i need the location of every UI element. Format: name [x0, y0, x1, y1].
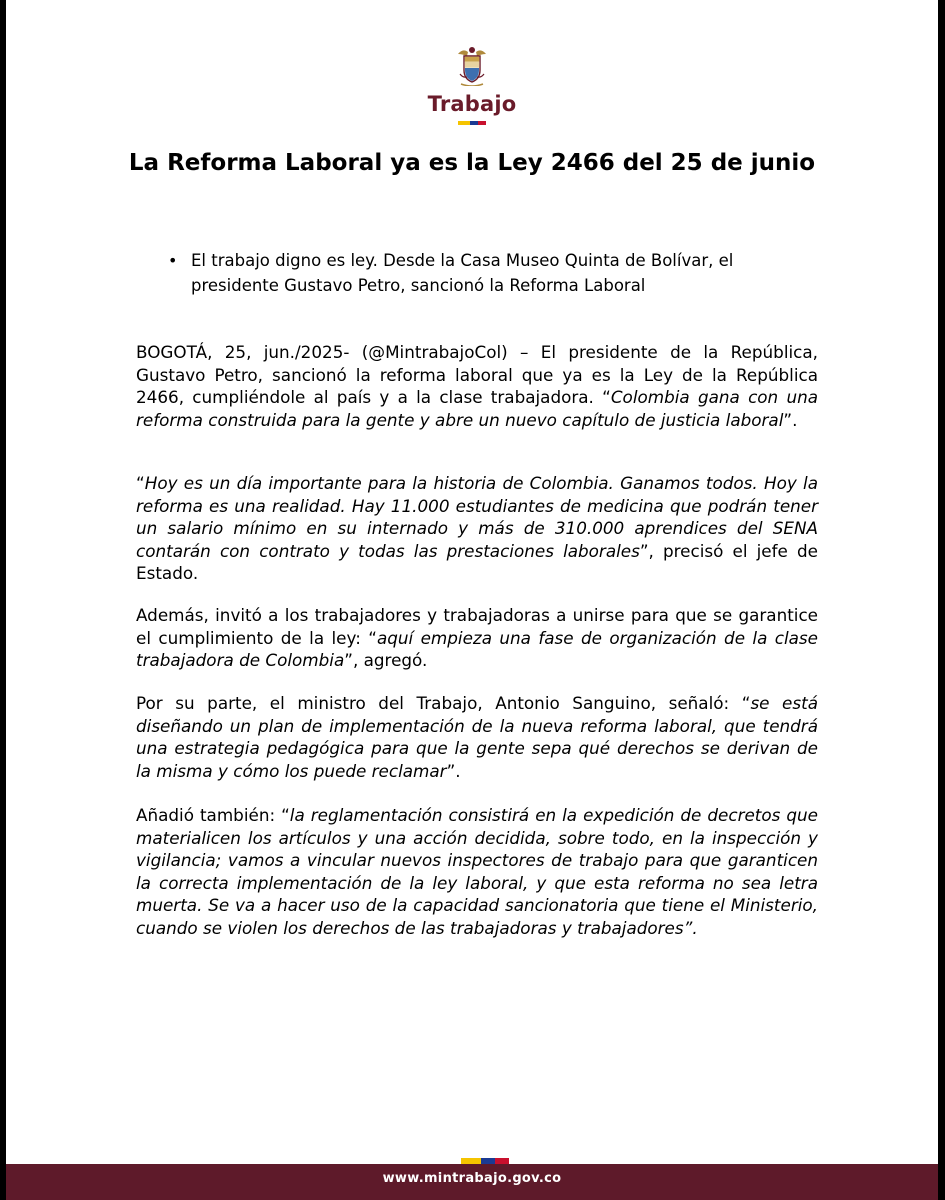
quote-text: la reglamentación consistirá en la expedición de decretos que materialicen los artículos y una acción decidida, sobre todo, en la inspección y vigilancia; vamos a vincular nuevos inspectores de trabajo para que garanticen la correcta implementación de la ley laboral, y que esta reforma no sea letra muerta. Se va a hacer uso de la capacidad sancionatoria que tiene el Ministerio, cuando se violen los derechos de las trabajadoras y trabajadores”. — [136, 805, 818, 938]
document-page — [6, 0, 938, 1200]
colombia-flag-stripe — [6, 121, 938, 125]
quote-text: se está diseñando un plan de implementación de la nueva reforma laboral, que tendrá una estrategia pedagógica para que la gente sepa qué derechos se derivan de la misma y cómo los puede reclamar — [136, 693, 818, 781]
paragraph-minister — [136, 692, 818, 782]
paragraph-text: BOGOTÁ, 25, jun./2025- (@MintrabajoCol) – El presidente de la República, Gustavo Petro, sancionó la reforma laboral que ya es la Ley de la República 2466, cumpliéndole al país y a la clase trabajadora. “ — [136, 342, 818, 408]
colombia-coat-of-arms-icon — [455, 44, 489, 86]
bullet-text: El trabajo digno es ley. Desde la Casa Museo Quinta de Bolívar, el presidente Gustavo Petro, sancionó la Reforma Laboral — [191, 251, 734, 295]
footer-flag-stripe — [461, 1158, 509, 1164]
paragraph-intro — [136, 341, 818, 431]
paragraph-regulation — [136, 804, 818, 940]
paragraph-text: Además, invitó a los trabajadores y trabajadoras a unirse para que se garantice el cumplimiento de la ley: “ — [136, 605, 818, 648]
paragraph-president-quote — [136, 472, 818, 585]
quote-text: aquí empieza una fase de organización de la clase trabajadora de Colombia — [136, 627, 818, 671]
quote-text: Hoy es un día importante para la historia de Colombia. Ganamos todos. Hoy la reforma es una realidad. Hay 11.000 estudiantes de medicina que podrán tener un salario mínimo en su internado y más de 310.000 aprendices del SENA contarán con contrato y todas las prestaciones laborales — [136, 473, 818, 561]
paragraph-text: ”. — [783, 409, 798, 430]
document-title: La Reforma Laboral ya es la Ley 2466 del 25 de junio — [128, 150, 816, 176]
paragraph-text: “ — [136, 473, 145, 493]
paragraph-text: ”, agregó. — [344, 650, 428, 671]
bullet-dot-icon: • — [168, 251, 178, 270]
paragraph-invitation — [136, 604, 818, 672]
ministry-logo — [6, 44, 938, 125]
footer-website-link[interactable]: www.mintrabajo.gov.co — [382, 1171, 562, 1186]
paragraph-text: ”. — [446, 760, 461, 781]
quote-text: Colombia gana con una reforma construida para la gente y abre un nuevo capítulo de justicia laboral — [136, 387, 819, 430]
paragraph-text: ”, precisó el jefe de Estado. — [136, 540, 818, 584]
paragraph-text: Añadió también: “ — [136, 805, 290, 825]
paragraph-text: Por su parte, el ministro del Trabajo, Antonio Sanguino, señaló: “ — [136, 693, 751, 713]
logo-wordmark: Trabajo — [427, 92, 517, 116]
summary-bullet — [168, 248, 816, 298]
